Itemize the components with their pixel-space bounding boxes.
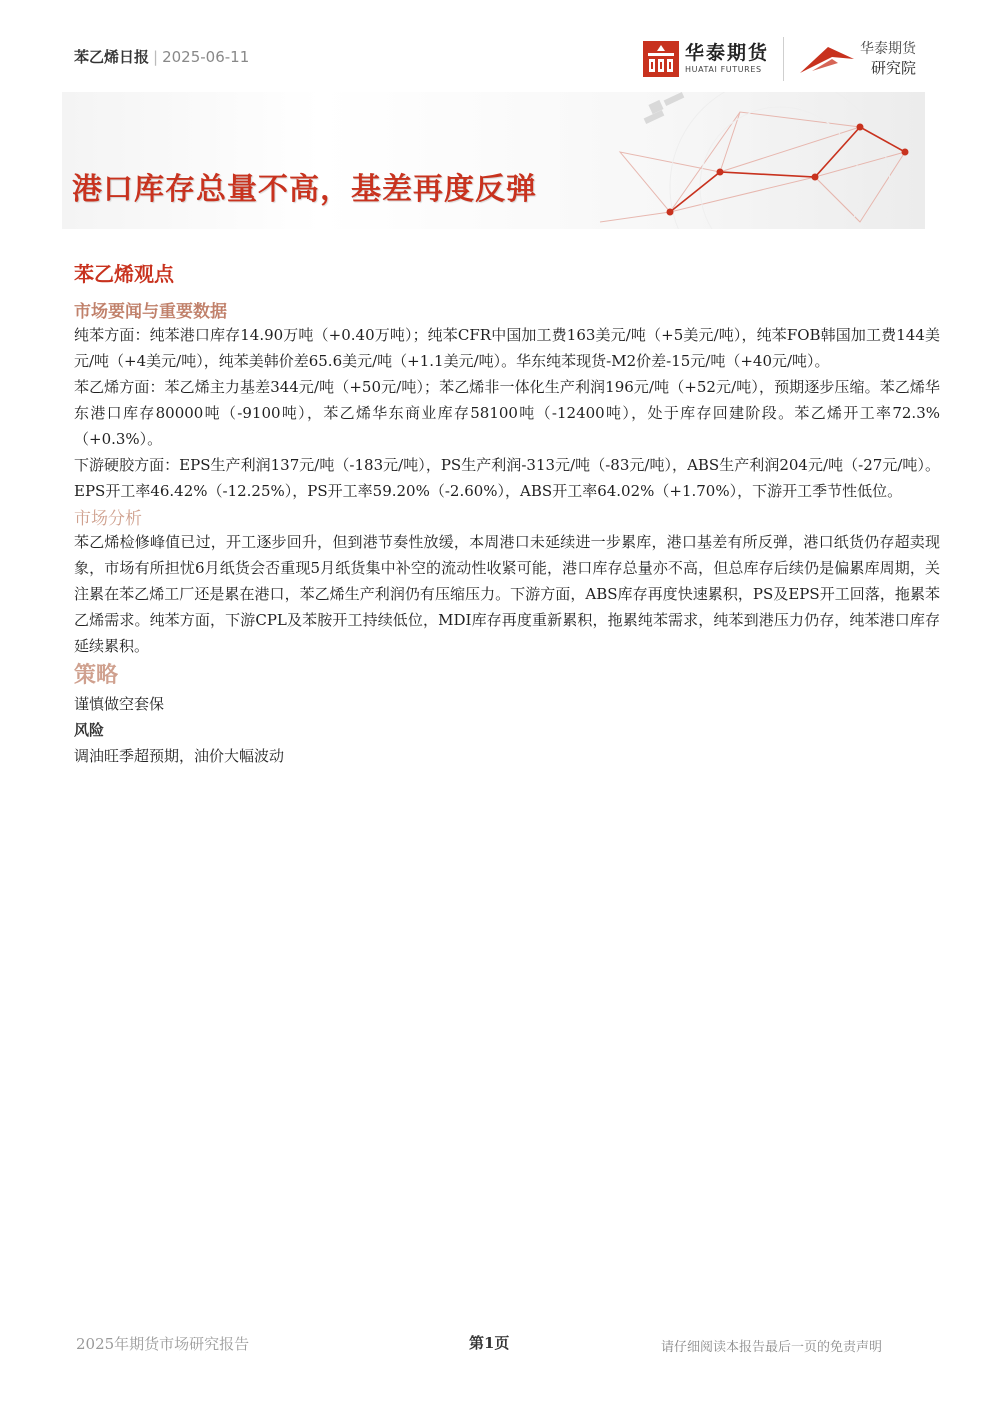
logo-en: HUATAI FUTURES: [685, 65, 762, 74]
analysis-heading: 市场分析: [74, 509, 142, 529]
institute-line1: 华泰期货: [860, 41, 917, 57]
header-separator: |: [153, 48, 159, 66]
disclaimer-note: 请仔细阅读本报告最后一页的免责声明: [661, 1340, 883, 1355]
news-paragraph-styrene: 苯乙烯方面：苯乙烯主力基差344元/吨（+50元/吨）；苯乙烯非一体化生产利润196元/吨（+52元/吨），预期逐步压缩。苯乙烯华东港口库存80000吨（-9100吨），苯乙烯华东商业库存58100吨（-12400吨），处于库存回建阶段。苯乙烯开工率72.3%（+0.3%）。: [74, 378, 940, 448]
huatai-logo-icon: [643, 41, 679, 77]
institute-text: [860, 40, 916, 78]
report-header: [74, 46, 249, 67]
brand-area: [643, 36, 916, 82]
news-paragraph-benzene: 纯苯方面：纯苯港口库存14.90万吨（+0.40万吨）；纯苯CFR中国加工费163美元/吨（+5美元/吨），纯苯FOB韩国加工费144美元/吨（+4美元/吨），纯苯美韩价差65.6美元/吨（+1.1美元/吨）。华东纯苯现货-M2价差-15元/吨（+40元/吨）。: [74, 326, 940, 370]
risk-text: 调油旺季超预期，油价大幅波动: [74, 747, 285, 765]
risk-heading: 风险: [74, 721, 105, 739]
page-number: 第1页: [469, 1334, 510, 1352]
section-title: 苯乙烯观点: [74, 262, 174, 286]
market-news-heading: 市场要闻与重要数据: [74, 302, 227, 322]
institute-line2: 研究院: [871, 59, 917, 77]
institute-logo-icon: [798, 41, 856, 77]
logo-text: [685, 42, 769, 76]
strategy-heading: 策略: [74, 663, 119, 688]
network-decoration-icon: [560, 92, 925, 229]
analysis-paragraph: 苯乙烯检修峰值已过，开工逐步回升，但到港节奏性放缓，本周港口未延续进一步累库，港口基差有所反弹，港口纸货仍存超卖现象，市场有所担忧6月纸货会否重现5月纸货集中补空的流动性收紧可能，港口库存总量亦不高，但总库存后续仍是偏累库周期，关注累在苯乙烯工厂还是累在港口，苯乙烯生产利润仍有压缩压力。下游方面，ABS库存再度快速累积，PS及EPS开工回落，拖累苯乙烯需求。纯苯方面，下游CPL及苯胺开工持续低位，MDI库存再度重新累积，拖累纯苯需求，纯苯到港压力仍存，纯苯港口库存延续累积。: [74, 533, 940, 655]
page-title: 港口库存总量不高，基差再度反弹: [72, 172, 537, 207]
report-body: [74, 297, 940, 769]
strategy-text: 谨慎做空套保: [74, 695, 165, 713]
footer-report-title: 2025年期货市场研究报告: [76, 1335, 250, 1353]
logo-cn: 华泰期货: [685, 42, 770, 64]
report-name: 苯乙烯日报: [74, 48, 150, 66]
news-paragraph-downstream: 下游硬胶方面：EPS生产利润137元/吨（-183元/吨），PS生产利润-313元/吨（-83元/吨），ABS生产利润204元/吨（-27元/吨）。EPS开工率46.42%（-12.25%），PS开工率59.20%（-2.60%），ABS开工率64.02%（+1.70%），下游开工季节性低位。: [74, 456, 940, 500]
report-date: 2025-06-11: [162, 48, 250, 66]
logo-divider: [783, 37, 784, 81]
